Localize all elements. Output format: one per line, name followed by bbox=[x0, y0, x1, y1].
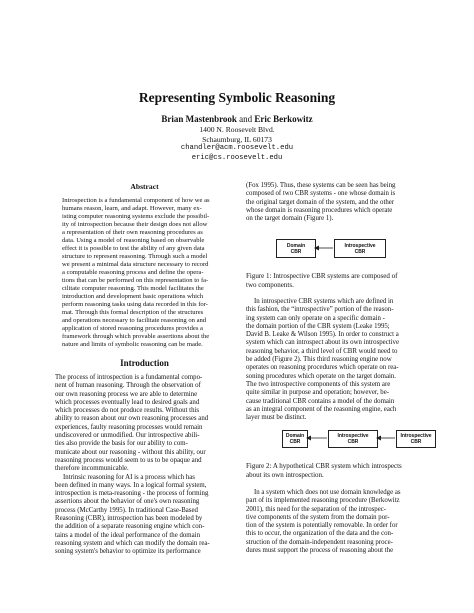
text-line: ability to reason about our own reasoning processes and bbox=[55, 415, 209, 423]
text-line: nature and limits of symbolic reasoning can be made. bbox=[62, 341, 203, 348]
text-line: cause traditional CBR contains a model of the domain bbox=[246, 397, 395, 405]
fig1-domain-cbr-box bbox=[276, 239, 316, 258]
text-line: Figure 1: Introspective CBR systems are composed of bbox=[246, 272, 398, 280]
text-line: reasoning system and which can modify the domain rea- bbox=[55, 539, 210, 547]
fig2-introspective-label: Introspective bbox=[337, 433, 369, 439]
text-line: ing system can only operate on a specific domain - bbox=[246, 314, 385, 322]
text-line: tive components of the system from the domain por- bbox=[246, 513, 390, 521]
introduction-heading: Introduction bbox=[120, 358, 169, 368]
abstract-heading: Abstract bbox=[130, 182, 159, 191]
fig1-introspective-label: Introspective bbox=[344, 242, 376, 249]
text-line: 2001), this need for the separation of the introspec- bbox=[246, 505, 387, 513]
text-line: cilitate computer reasoning. This model facilitates the bbox=[62, 285, 204, 292]
fig1-introspective-cbr-box bbox=[334, 239, 386, 258]
right-paragraph-1 bbox=[246, 182, 423, 223]
text-line: this to occur, the organization of the data and the con- bbox=[246, 530, 394, 538]
text-line: operates on reasoning procedures which operate on rea- bbox=[246, 364, 399, 372]
right-paragraph-2 bbox=[246, 298, 423, 422]
text-line: assertions about the behavior of one's own reasoning bbox=[55, 498, 200, 506]
text-line: composed of two CBR systems - one whose domain is bbox=[246, 190, 396, 198]
text-line: application of stored reasoning procedures provides a bbox=[62, 325, 203, 332]
text-line: Intrinsic reasoning for AI is a process which has bbox=[63, 473, 195, 481]
address-line-2: Schaumburg, IL 60173 bbox=[202, 134, 272, 144]
text-line: ity of introspection because their design does not allow bbox=[62, 221, 208, 228]
text-line: layer must be distinct. bbox=[246, 414, 307, 422]
text-line: Introspection is a fundamental component of how we as bbox=[62, 197, 210, 204]
text-line: structure to represent reasoning. Through such a model bbox=[62, 253, 208, 260]
text-line: In a system which does not use domain knowledge as bbox=[254, 489, 401, 496]
text-line: David B. Leake & Wilson 1995). In order to construct a bbox=[246, 331, 399, 339]
text-line: quite similar in purpose and operation; however, be- bbox=[246, 389, 390, 397]
fig1-arrow bbox=[314, 243, 334, 253]
fig1-domain-label: Domain bbox=[286, 242, 306, 249]
figure-2 bbox=[246, 428, 436, 458]
text-line: mat. Through this formal description of the structures bbox=[62, 309, 204, 316]
text-line: as an integral component of the reasoning engine, each bbox=[246, 405, 397, 413]
text-line: we present a minimal data structure necessary to record bbox=[62, 261, 209, 268]
text-line: been defined in many ways. In a logical formal system, bbox=[55, 481, 207, 489]
text-line: experiences, faulty reasoning processes would remain bbox=[55, 423, 203, 431]
figure-2-caption bbox=[246, 462, 423, 479]
introduction-body bbox=[55, 374, 234, 557]
text-line: this fashion, the “introspective” portion of the reason- bbox=[246, 306, 394, 314]
fig2-domain-cbr-label: CBR bbox=[289, 439, 301, 445]
fig2-introspective-cbr-label: CBR bbox=[347, 439, 359, 445]
fig2-introspective-cbr-outer-box bbox=[396, 430, 436, 448]
text-line: nent of human reasoning. Through the observation of bbox=[55, 382, 201, 390]
abstract-body bbox=[62, 197, 227, 349]
author-line bbox=[0, 114, 474, 124]
fig2-arrow-2 bbox=[376, 433, 396, 443]
text-line: perform reasoning tasks using data recorded in this for- bbox=[62, 301, 208, 308]
text-line: municate about our reasoning - without this ability, our bbox=[55, 448, 206, 456]
text-line: soning procedures which operate on the target domain. bbox=[246, 372, 397, 380]
text-line: which processes do not produce results. Without this bbox=[55, 407, 200, 415]
fig2-domain-cbr-box bbox=[282, 430, 308, 448]
text-line: introduction and development basic operations which bbox=[62, 293, 204, 300]
fig1-introspective-cbr-label: CBR bbox=[354, 248, 366, 255]
email-2: eric@cs.roosevelt.edu bbox=[191, 153, 283, 162]
text-line: The process of introspection is a fundamental compo- bbox=[55, 374, 203, 381]
author-conjunction: and bbox=[239, 114, 253, 124]
text-line: on the target domain (Figure 1). bbox=[246, 215, 334, 223]
text-line: dures must support the process of reasoning about the bbox=[246, 547, 394, 555]
affiliation bbox=[0, 125, 474, 163]
text-line: which processes eventually lead to desired goals and bbox=[55, 398, 200, 406]
text-line: and operations necessary to facilitate reasoning on and bbox=[62, 317, 207, 324]
text-line: tion of the system is potentially removable. In order for bbox=[246, 522, 398, 530]
text-line: tions that can be performed on this representation to fa- bbox=[62, 277, 209, 284]
text-line: soning system's behavior to optimize its performance bbox=[55, 548, 201, 556]
text-line: framework through which provable assertions about the bbox=[62, 333, 210, 340]
text-line: reasoning behavior, a third level of CBR would need to bbox=[246, 347, 398, 355]
text-line: tains a model of the ideal performance of the domain bbox=[55, 531, 200, 539]
text-line: our own reasoning process we are able to determine bbox=[55, 390, 198, 398]
figure-1 bbox=[246, 228, 423, 268]
text-line: undiscovered or unmodified. Our introspective abili- bbox=[55, 432, 200, 440]
fig1-domain-cbr-label: CBR bbox=[290, 248, 302, 255]
text-line: data. Using a model of reasoning based on observable bbox=[62, 237, 205, 244]
text-line: reasoning process would seem to us to be opaque and bbox=[55, 456, 202, 464]
text-line: be added (Figure 2). This third reasoning engine now bbox=[246, 356, 392, 364]
text-line: humans reason, learn, and adapt. However, many ex- bbox=[62, 205, 202, 212]
text-line: struction of the domain-independent reasoning proce- bbox=[246, 538, 393, 546]
intro-paragraph-2 bbox=[55, 474, 234, 557]
author-1: Brian Mastenbrook bbox=[161, 114, 237, 124]
text-line: In introspective CBR systems which are defined in bbox=[254, 298, 394, 305]
fig2-domain-label: Domain bbox=[285, 433, 305, 439]
text-line: the original target domain of the system, and the other bbox=[246, 198, 395, 206]
text-line: Figure 2: A hypothetical CBR system which introspects bbox=[246, 462, 402, 470]
right-paragraph-3 bbox=[246, 489, 423, 555]
text-line: about its own introspection. bbox=[246, 470, 324, 479]
text-line: (Fox 1995). Thus, these systems can be seen has being bbox=[246, 182, 396, 189]
text-line: isting computer reasoning systems exclude the possibil- bbox=[62, 213, 210, 220]
fig2-introspective-cbr-box bbox=[328, 430, 378, 448]
intro-paragraph-1 bbox=[55, 374, 234, 474]
text-line: process (McCarthy 1995). In traditional Case-Based bbox=[55, 506, 198, 514]
figure-1-caption bbox=[246, 272, 423, 289]
paper-title: Representing Symbolic Reasoning bbox=[138, 90, 336, 105]
text-line: part of its implemented reasoning procedure (Berkowitz bbox=[246, 497, 400, 505]
text-line: the domain portion of the CBR system (Leake 1995; bbox=[246, 322, 390, 330]
text-line: therefore incommunicable. bbox=[55, 465, 129, 473]
text-line: a computable reasoning process and define the opera- bbox=[62, 269, 204, 276]
text-line: whose domain is reasoning procedures which operate bbox=[246, 206, 393, 214]
text-line: Reasoning (CBR), introspection has been modeled by bbox=[55, 515, 203, 523]
address-line-1: 1400 N. Roosevelt Blvd. bbox=[199, 125, 275, 134]
text-line: introspection is meta-reasoning - the process of forming bbox=[55, 490, 209, 498]
fig2-introspective-cbr-outer-label: Introspective CBR bbox=[400, 433, 432, 445]
text-line: two components. bbox=[246, 280, 294, 289]
email-1: chandler@acm.roosevelt.edu bbox=[180, 144, 294, 153]
text-line: a representation of their own reasoning procedures as bbox=[62, 229, 203, 236]
text-line: The two introspective components of this system are bbox=[246, 380, 391, 388]
text-line: system which can introspect about its own introspective bbox=[246, 339, 400, 347]
author-2: Eric Berkowitz bbox=[254, 114, 313, 124]
text-line: effect it is possible to test the ability of any given data bbox=[62, 245, 205, 252]
text-line: ties also provide the basis for our ability to com- bbox=[55, 440, 188, 448]
text-line: the addition of a separate reasoning engine which con- bbox=[55, 523, 205, 531]
fig2-arrow-1 bbox=[306, 433, 328, 443]
